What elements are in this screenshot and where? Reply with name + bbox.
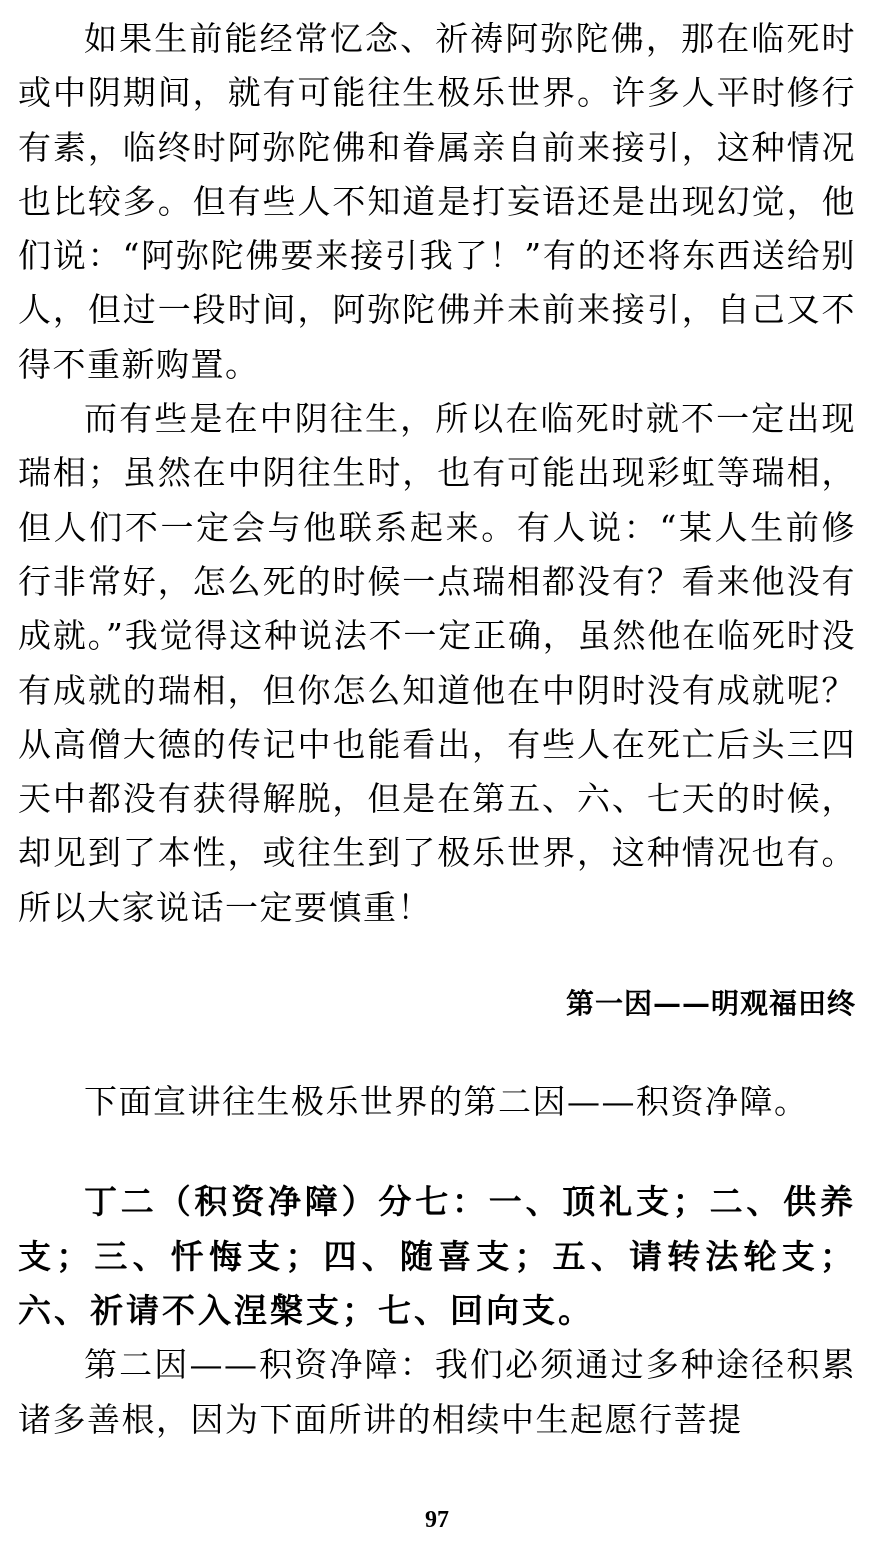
paragraph-bardo-rebirth: 而有些是在中阴往生，所以在临死时就不一定出现瑞相；虽然在中阴往生时，也有可能出现彩虹等瑞相，但人们不一定会与他联系起来。有人说：“某人生前修行非常好，怎么死的时候一点瑞相都没有？看来他没有成就。”我觉得这种说法不一定正确，虽然他在临死时没有成就的瑞相，但你怎么知道他在中阴时没有成就呢？从高僧大德的传记中也能看出，有些人在死亡后头三四天中都没有获得解脱，但是在第五、六、七天的时候，却见到了本性，或往生到了极乐世界，这种情况也有。所以大家说话一定要慎重！: [18, 399, 856, 927]
paragraph-second-cause-intro: 下面宣讲往生极乐世界的第二因——积资净障。: [84, 1082, 809, 1122]
paragraph-accumulate-merit: 第二因——积资净障：我们必须通过多种途径积累诸多善根，因为下面所讲的相续中生起愿行菩提: [18, 1345, 856, 1439]
outline-heading: 丁二（积资净障）分七：一、顶礼支；二、供养支；三、忏悔支；四、随喜支；五、请转法轮支；六、祈请不入涅槃支；七、回向支。: [18, 1182, 856, 1330]
paragraph-rebirth-at-death: 如果生前能经常忆念、祈祷阿弥陀佛，那在临死时或中阴期间，就有可能往生极乐世界。许多人平时修行有素，临终时阿弥陀佛和眷属亲自前来接引，这种情况也比较多。但有些人不知道是打妄语还是出现幻觉，他们说：“阿弥陀佛要来接引我了！”有的还将东西送给别人，但过一段时间，阿弥陀佛并未前来接引，自己又不得不重新购置。: [18, 19, 856, 384]
page-number: 97: [425, 1507, 449, 1533]
page-body: [18, 12, 856, 1447]
section-end-marker: 第一因——明观福田终: [565, 987, 856, 1021]
